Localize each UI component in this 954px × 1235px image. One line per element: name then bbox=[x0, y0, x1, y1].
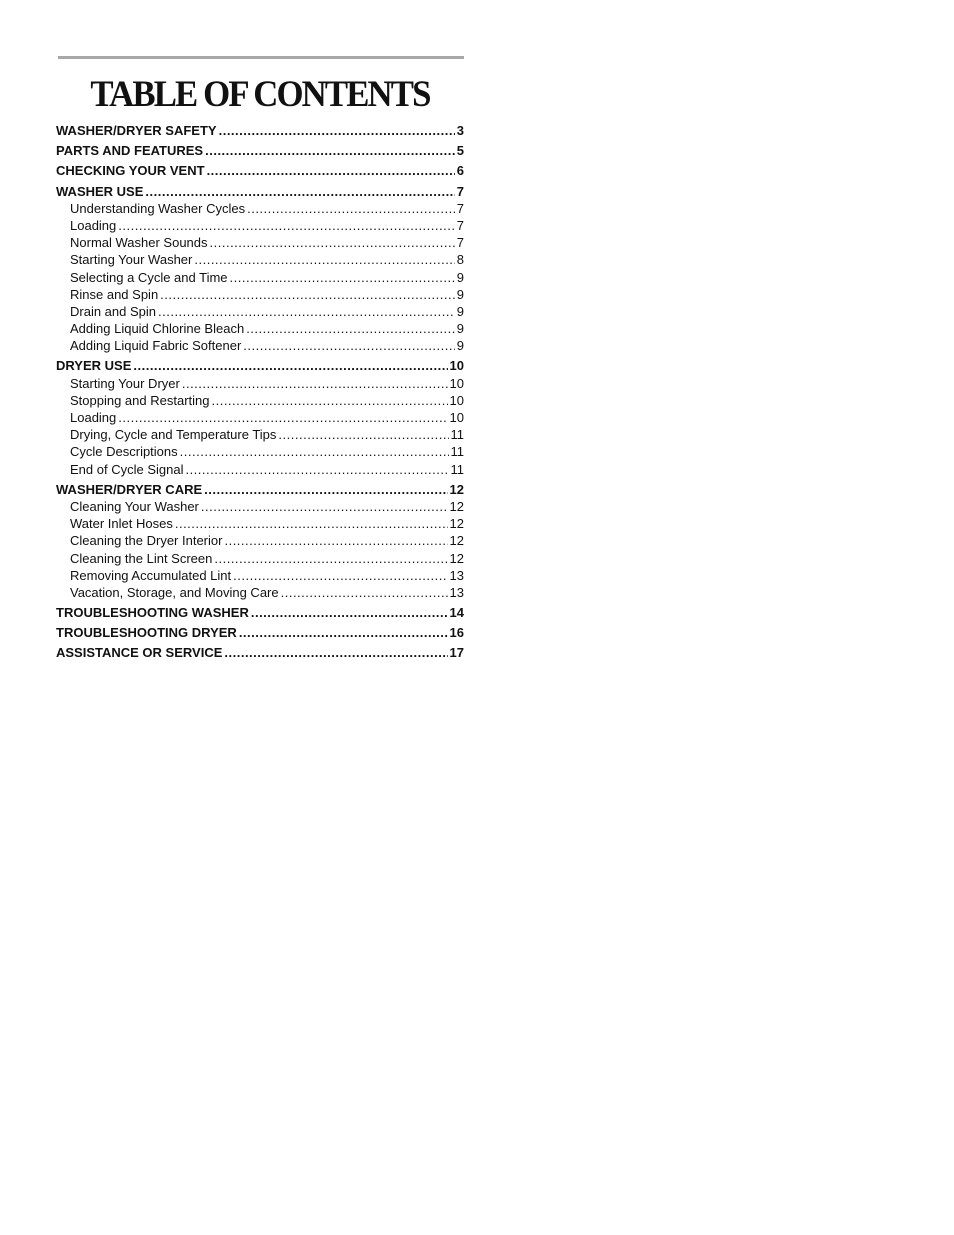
toc-entry-label: PARTS AND FEATURES bbox=[56, 143, 204, 159]
toc-entry-page-number: 7 bbox=[456, 183, 464, 199]
toc-section-entry[interactable] bbox=[56, 481, 464, 498]
toc-subsection-entry[interactable] bbox=[56, 426, 464, 443]
toc-section-entry[interactable] bbox=[56, 624, 464, 641]
dot-leader bbox=[175, 515, 448, 532]
dot-leader bbox=[201, 498, 448, 515]
toc-entry-label: Loading bbox=[70, 217, 117, 233]
toc-entry-page-number: 10 bbox=[449, 392, 464, 408]
toc-entry-label: Stopping and Restarting bbox=[70, 392, 210, 408]
dot-leader bbox=[205, 142, 455, 159]
toc-subsection-entry[interactable] bbox=[56, 200, 464, 217]
dot-leader bbox=[247, 200, 455, 217]
table-of-contents bbox=[56, 56, 464, 662]
dot-leader bbox=[211, 392, 447, 409]
toc-list bbox=[56, 122, 464, 662]
toc-subsection-entry[interactable] bbox=[56, 217, 464, 234]
toc-entry-page-number: 9 bbox=[456, 321, 464, 337]
toc-entry-page-number: 7 bbox=[456, 217, 464, 233]
dot-leader bbox=[214, 550, 447, 567]
toc-subsection-entry[interactable] bbox=[56, 286, 464, 303]
toc-entry-label: TROUBLESHOOTING DRYER bbox=[56, 625, 237, 641]
toc-entry-label: Cycle Descriptions bbox=[70, 444, 178, 460]
toc-entry-page-number: 12 bbox=[449, 533, 464, 549]
toc-subsection-entry[interactable] bbox=[56, 532, 464, 549]
toc-entry-page-number: 14 bbox=[449, 605, 464, 621]
toc-subsection-entry[interactable] bbox=[56, 337, 464, 354]
dot-leader bbox=[219, 122, 455, 139]
toc-entry-page-number: 13 bbox=[449, 567, 464, 583]
dot-leader bbox=[233, 567, 447, 584]
toc-entry-label: Cleaning the Dryer Interior bbox=[70, 533, 223, 549]
dot-leader bbox=[145, 183, 454, 200]
toc-entry-label: Water Inlet Hoses bbox=[70, 516, 173, 532]
toc-entry-page-number: 16 bbox=[449, 625, 464, 641]
toc-entry-label: DRYER USE bbox=[56, 358, 132, 374]
toc-entry-label: Selecting a Cycle and Time bbox=[70, 269, 228, 285]
toc-subsection-entry[interactable] bbox=[56, 251, 464, 268]
toc-entry-page-number: 7 bbox=[456, 200, 464, 216]
toc-entry-label: ASSISTANCE OR SERVICE bbox=[56, 645, 223, 661]
toc-entry-page-number: 10 bbox=[449, 375, 464, 391]
toc-entry-label: Loading bbox=[70, 410, 117, 425]
page-title: TABLE OF CONTENTS bbox=[90, 74, 430, 115]
toc-entry-label: Vacation, Storage, and Moving Care bbox=[70, 584, 279, 600]
toc-subsection-entry[interactable] bbox=[56, 443, 464, 460]
toc-entry-label: Removing Accumulated Lint bbox=[70, 567, 232, 583]
toc-entry-page-number: 5 bbox=[456, 143, 464, 159]
toc-entry-page-number: 12 bbox=[449, 516, 464, 532]
toc-entry-page-number: 3 bbox=[456, 123, 464, 138]
dot-leader bbox=[182, 375, 448, 392]
dot-leader bbox=[281, 584, 448, 601]
toc-entry-label: End of Cycle Signal bbox=[70, 461, 184, 477]
toc-entry-label: Cleaning Your Washer bbox=[70, 498, 199, 514]
toc-entry-page-number: 11 bbox=[450, 427, 464, 443]
toc-entry-page-number: 13 bbox=[449, 584, 464, 600]
dot-leader bbox=[224, 644, 447, 661]
toc-subsection-entry[interactable] bbox=[56, 392, 464, 409]
toc-entry-page-number: 8 bbox=[456, 252, 464, 268]
toc-entry-page-number: 10 bbox=[449, 358, 464, 374]
toc-entry-page-number: 11 bbox=[450, 461, 464, 477]
toc-entry-label: Drain and Spin bbox=[70, 303, 156, 319]
toc-entry-label: Starting Your Dryer bbox=[70, 375, 180, 391]
toc-subsection-entry[interactable] bbox=[56, 498, 464, 515]
dot-leader bbox=[160, 286, 455, 303]
dot-leader bbox=[210, 234, 455, 251]
toc-entry-label: WASHER/DRYER SAFETY bbox=[56, 123, 217, 138]
toc-entry-page-number: 9 bbox=[456, 338, 464, 354]
top-divider bbox=[58, 56, 464, 59]
toc-section-entry[interactable] bbox=[56, 604, 464, 621]
toc-subsection-entry[interactable] bbox=[56, 409, 464, 426]
toc-entry-page-number: 10 bbox=[449, 410, 464, 425]
toc-entry-label: WASHER USE bbox=[56, 183, 144, 199]
toc-section-entry[interactable] bbox=[56, 162, 464, 179]
toc-subsection-entry[interactable] bbox=[56, 567, 464, 584]
toc-subsection-entry[interactable] bbox=[56, 234, 464, 251]
toc-subsection-entry[interactable] bbox=[56, 320, 464, 337]
toc-subsection-entry[interactable] bbox=[56, 461, 464, 478]
toc-entry-label: Starting Your Washer bbox=[70, 252, 193, 268]
toc-subsection-entry[interactable] bbox=[56, 515, 464, 532]
dot-leader bbox=[158, 303, 455, 320]
toc-entry-label: Understanding Washer Cycles bbox=[70, 200, 246, 216]
dot-leader bbox=[224, 532, 447, 549]
toc-section-entry[interactable] bbox=[56, 122, 464, 139]
toc-entry-label: Drying, Cycle and Temperature Tips bbox=[70, 427, 277, 443]
dot-leader bbox=[180, 443, 449, 460]
dot-leader bbox=[194, 251, 454, 268]
dot-leader bbox=[246, 320, 455, 337]
toc-entry-label: Adding Liquid Fabric Softener bbox=[70, 338, 242, 354]
toc-entry-page-number: 9 bbox=[456, 269, 464, 285]
dot-leader bbox=[207, 162, 455, 179]
toc-subsection-entry[interactable] bbox=[56, 375, 464, 392]
toc-entry-page-number: 12 bbox=[449, 550, 464, 566]
toc-entry-label: Cleaning the Lint Screen bbox=[70, 550, 213, 566]
dot-leader bbox=[230, 269, 455, 286]
dot-leader bbox=[204, 481, 447, 498]
toc-entry-page-number: 12 bbox=[449, 498, 464, 514]
toc-entry-page-number: 9 bbox=[456, 303, 464, 319]
toc-section-entry[interactable] bbox=[56, 644, 464, 661]
dot-leader bbox=[243, 337, 454, 354]
toc-entry-label: Normal Washer Sounds bbox=[70, 235, 208, 251]
toc-entry-page-number: 7 bbox=[456, 235, 464, 251]
toc-entry-label: Rinse and Spin bbox=[70, 286, 159, 302]
dot-leader bbox=[185, 461, 448, 478]
toc-subsection-entry[interactable] bbox=[56, 269, 464, 286]
toc-subsection-entry[interactable] bbox=[56, 303, 464, 320]
dot-leader bbox=[133, 357, 447, 374]
toc-subsection-entry[interactable] bbox=[56, 550, 464, 567]
toc-entry-label: WASHER/DRYER CARE bbox=[56, 481, 203, 497]
toc-entry-page-number: 11 bbox=[450, 444, 464, 460]
dot-leader bbox=[278, 426, 448, 443]
toc-section-entry[interactable] bbox=[56, 142, 464, 159]
dot-leader bbox=[239, 624, 448, 641]
dot-leader bbox=[118, 409, 447, 426]
toc-subsection-entry[interactable] bbox=[56, 584, 464, 601]
toc-entry-label: Adding Liquid Chlorine Bleach bbox=[70, 321, 245, 337]
toc-entry-label: TROUBLESHOOTING WASHER bbox=[56, 605, 249, 621]
toc-entry-page-number: 17 bbox=[449, 645, 464, 661]
dot-leader bbox=[251, 604, 448, 621]
toc-section-entry[interactable] bbox=[56, 357, 464, 374]
toc-entry-page-number: 9 bbox=[456, 286, 464, 302]
toc-section-entry[interactable] bbox=[56, 183, 464, 200]
toc-entry-page-number: 6 bbox=[456, 163, 464, 179]
toc-entry-page-number: 12 bbox=[449, 481, 464, 497]
dot-leader bbox=[118, 217, 454, 234]
toc-entry-label: CHECKING YOUR VENT bbox=[56, 163, 205, 179]
